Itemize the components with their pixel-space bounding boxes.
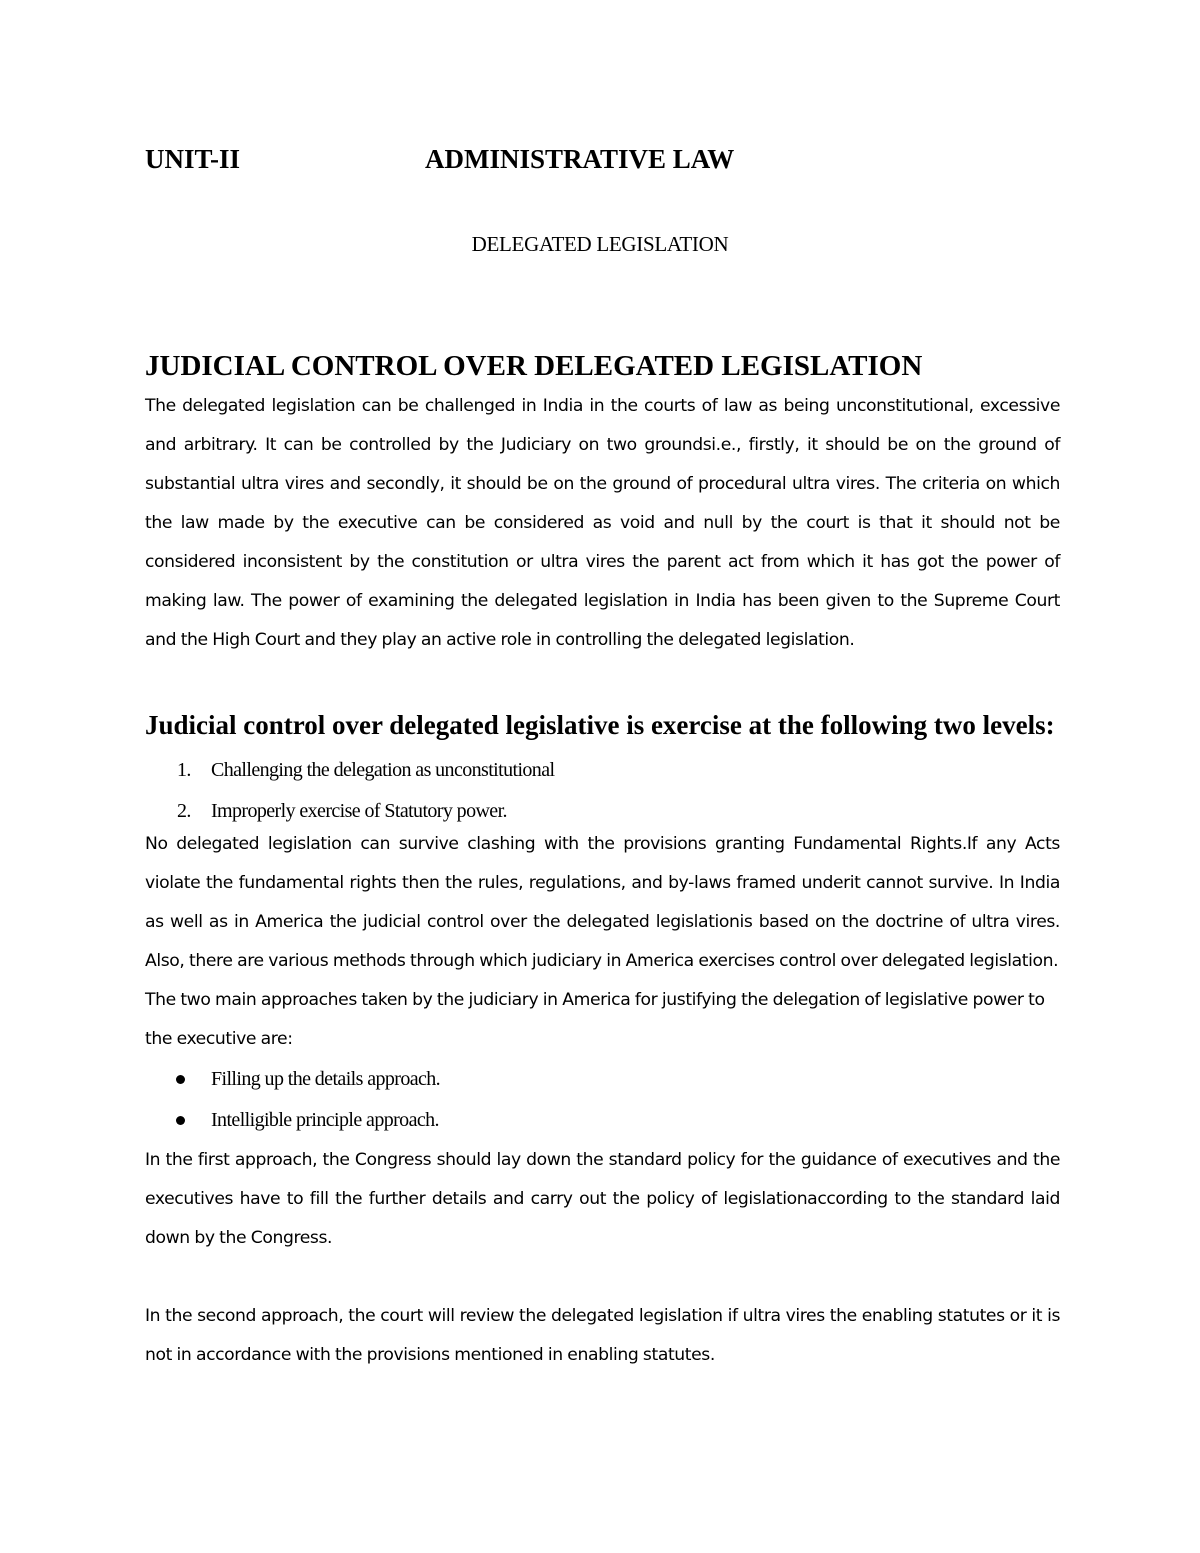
unit-label: UNIT-II (145, 144, 241, 174)
subject-title: ADMINISTRATIVE LAW (425, 144, 735, 174)
bullet-icon (176, 1116, 185, 1125)
list-item-text: Filling up the details approach. (211, 1068, 441, 1090)
list-item (145, 750, 1060, 791)
list-marker: 2. (177, 800, 191, 822)
list-item-text: Challenging the delegation as unconstitutional (211, 759, 555, 781)
paragraph-first-approach: In the first approach, the Congress should lay down the standard policy for the guidance of executives and the executives have to fill the further details and carry out the policy of legislationaccording to the standard laid down by the Congress. (145, 1150, 1060, 1248)
list-item-text: Improperly exercise of Statutory power. (211, 800, 507, 822)
paragraph-fundamental-rights: No delegated legislation can survive clashing with the provisions granting Fundamental Rights.If any Acts violate the fundamental rights then the rules, regulations, and by-laws framed underit cannot survive. In India as well as in America the judicial control over the delegated legislationis based on the doctrine of ultra vires. Also, there are various methods through which judiciary in America exercises control over delegated legislation. (145, 834, 1060, 971)
bullet-icon (176, 1075, 185, 1084)
paragraph-second-approach: In the second approach, the court will review the delegated legislation if ultra vires the enabling statutes or it is not in accordance with the provisions mentioned in enabling statutes. (145, 1306, 1060, 1365)
section-judicial-control (145, 349, 1060, 660)
list-item (145, 791, 1060, 832)
section-paragraph: The delegated legislation can be challenged in India in the courts of law as being unconstitutional, excessive and arbitrary. It can be controlled by the Judiciary on two groundsi.e., firstly, it should be on the ground of substantial ultra vires and secondly, it should be on the ground of procedural ultra vires. The criteria on which the law made by the executive can be considered as void and null by the court is that it should not be considered inconsistent by the constitution or ultra vires the parent act from which it has got the power of making law. The power of examining the delegated legislation in India has been given to the Supreme Court and the High Court and they play an active role in controlling the delegated legislation. (145, 396, 1060, 650)
list-marker: 1. (177, 759, 191, 781)
numbered-list (145, 750, 1060, 832)
subsection-heading: Judicial control over delegated legislative is exercise at the following two levels: (145, 710, 1055, 740)
list-item-text: Intelligible principle approach. (211, 1109, 439, 1131)
section-heading: JUDICIAL CONTROL OVER DELEGATED LEGISLATION (145, 350, 923, 382)
paragraph-approaches: The two main approaches taken by the judiciary in America for justifying the delegation of legislative power to the executive are: (145, 990, 1045, 1049)
document-subtitle: DELEGATED LEGISLATION (471, 232, 729, 256)
list-item (145, 1100, 1060, 1141)
section-two-levels (145, 709, 1060, 1375)
list-item (145, 1059, 1060, 1100)
bullet-list (145, 1059, 1060, 1141)
